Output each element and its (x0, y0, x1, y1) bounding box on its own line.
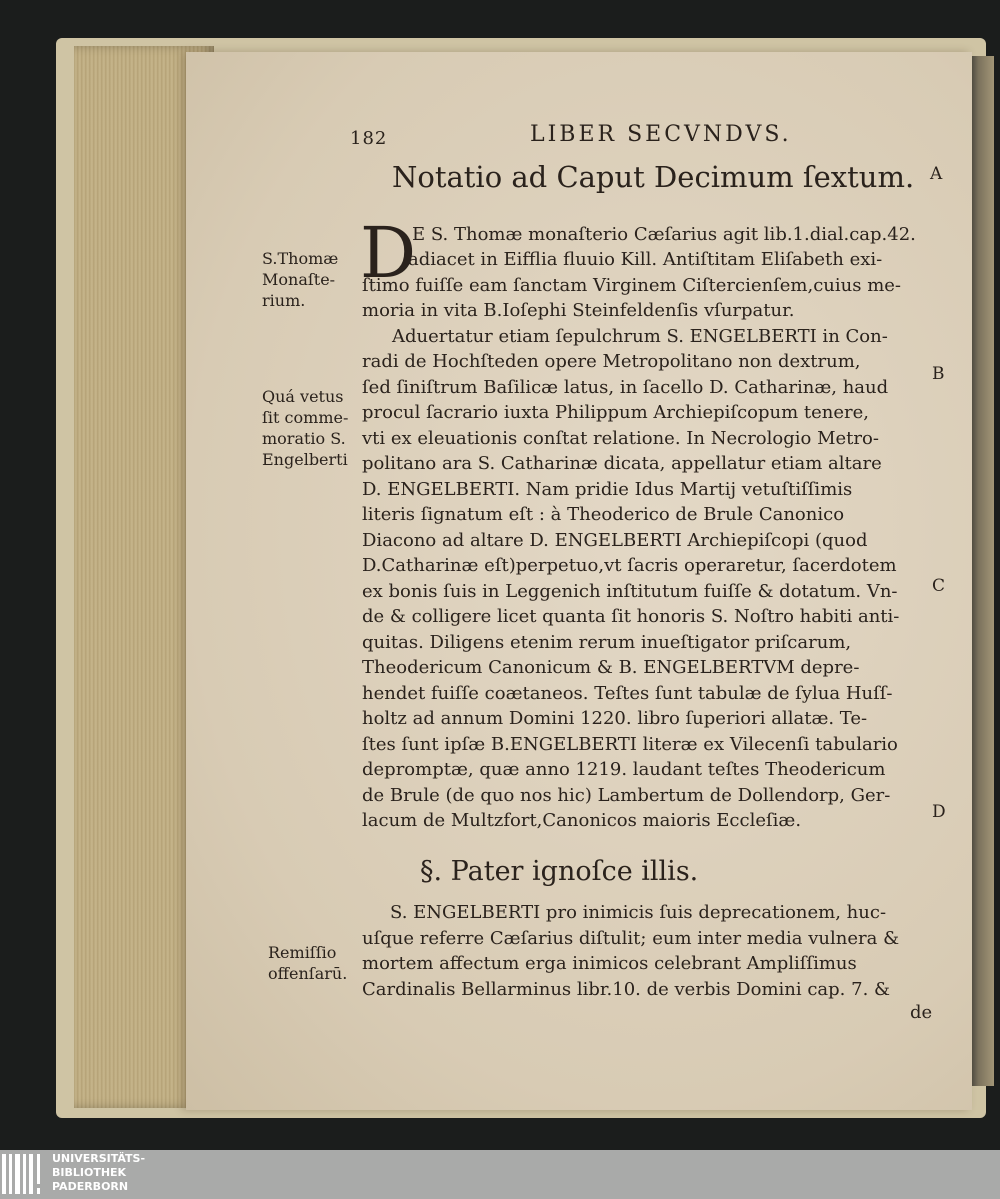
sub-section-title: §. Pater ignoſce illis. (420, 856, 699, 887)
running-title: LIBER SECVNDVS. (530, 122, 792, 147)
margin-marker-a: A (930, 164, 943, 184)
text-line: lacum de Multzfort,Canonicos maioris Eccleſiæ. (362, 810, 802, 831)
marginal-note-line: Remiſſio (268, 943, 337, 962)
text-line: de & colligere licet quanta ſit honoris S. Noſtro habiti anti- (362, 606, 900, 627)
catchword: de (910, 1002, 933, 1023)
marginal-note-line: S.Thomæ (262, 249, 339, 268)
section-title: Notatio ad Caput Decimum ſextum. (392, 160, 915, 194)
text-line: de Brule (de quo nos hic) Lambertum de Dollendorp, Ger- (362, 785, 891, 806)
library-logo-text (52, 1152, 145, 1194)
text-line: depromptæ, quæ anno 1219. laudant teſtes Theodericum (362, 759, 886, 780)
margin-marker-b: B (932, 364, 945, 384)
text-line: holtz ad annum Domini 1220. libro ſuperiori allatæ. Te- (362, 708, 868, 729)
marginal-note-line: Quá vetus (262, 387, 344, 406)
marginal-note-line: offenſarū. (268, 964, 348, 983)
marginal-note-line: moratio S. (262, 429, 346, 448)
margin-marker-d: D (932, 802, 946, 822)
text-line: Aduertatur etiam ſepulchrum S. ENGELBERTI in Con- (392, 326, 888, 347)
text-line: Diacono ad altare D. ENGELBERTI Archiepiſcopi (quod (362, 530, 868, 551)
running-head (350, 122, 800, 152)
library-logo-line: BIBLIOTHEK (52, 1166, 127, 1179)
drop-cap: D (360, 212, 417, 294)
text-line: moria in vita B.Ioſephi Steinfeldenſis vſurpatur. (362, 300, 795, 321)
marginal-note (268, 942, 347, 984)
text-line: adiacet in Eifflia fluuio Kill. Antiſtitam Eliſabeth exi- (408, 249, 883, 270)
text-line: D. ENGELBERTI. Nam pridie Idus Martij vetuſtiſſimis (362, 479, 853, 500)
marginal-note-line: ſit comme- (262, 408, 349, 427)
margin-marker-c: C (932, 576, 946, 596)
text-line: radi de Hochſteden opere Metropolitano non dextrum, (362, 351, 861, 372)
marginal-note-line: Monaſte- (262, 270, 336, 289)
text-line: vti ex eleuationis conſtat relatione. In Necrologio Metro- (362, 428, 879, 449)
marginal-note (262, 386, 348, 470)
text-line: literis ſignatum eſt : à Theoderico de Brule Canonico (362, 504, 845, 525)
text-line: politano ara S. Catharinæ dicata, appellatur etiam altare (362, 453, 882, 474)
library-footer (0, 1150, 1000, 1199)
marginal-note (262, 248, 338, 311)
text-line: ſtes ſunt ipſæ B.ENGELBERTI literæ ex Vilecenſi tabulario (362, 734, 898, 755)
text-line: S. ENGELBERTI pro inimicis ſuis deprecationem, huc- (390, 902, 887, 923)
text-line: ſed ſiniſtrum Baſilicæ latus, in ſacello D. Catharinæ, haud (362, 377, 889, 398)
text-line: ſtimo fuiſſe eam ſanctam Virginem Ciſtercienſem,cuius me- (362, 275, 901, 296)
text-line: E S. Thomæ monaſterio Cæſarius agit lib.1.dial.cap.42. (412, 224, 916, 245)
text-line: D.Catharinæ eſt)perpetuo,vt ſacris operaretur, ſacerdotem (362, 555, 897, 576)
marginal-note-line: rium. (262, 291, 306, 310)
library-logo-icon (2, 1154, 46, 1194)
text-line: hendet fuiſſe coætaneos. Teſtes ſunt tabulæ de ſylua Huſſ- (362, 683, 893, 704)
text-line: uſque referre Cæſarius diſtulit; eum inter media vulnera & (362, 928, 900, 949)
text-line: Theodericum Canonicum & B. ENGELBERTVM depre- (362, 657, 860, 678)
marginal-note-line: Engelberti (262, 450, 348, 469)
text-line: Cardinalis Bellarminus libr.10. de verbis Domini cap. 7. & (362, 979, 891, 1000)
text-line: quitas. Diligens etenim rerum inueſtigator priſcarum, (362, 632, 852, 653)
library-logo-line: PADERBORN (52, 1180, 129, 1193)
text-line: ex bonis ſuis in Leggenich inſtitutum fuiſſe & dotatum. Vn- (362, 581, 898, 602)
library-logo-line: UNIVERSITÄTS- (52, 1152, 146, 1165)
page-number: 182 (350, 128, 388, 149)
text-line: mortem affectum erga inimicos celebrant Ampliſſimus (362, 953, 857, 974)
text-line: procul ſacrario iuxta Philippum Archiepiſcopum tenere, (362, 402, 869, 423)
